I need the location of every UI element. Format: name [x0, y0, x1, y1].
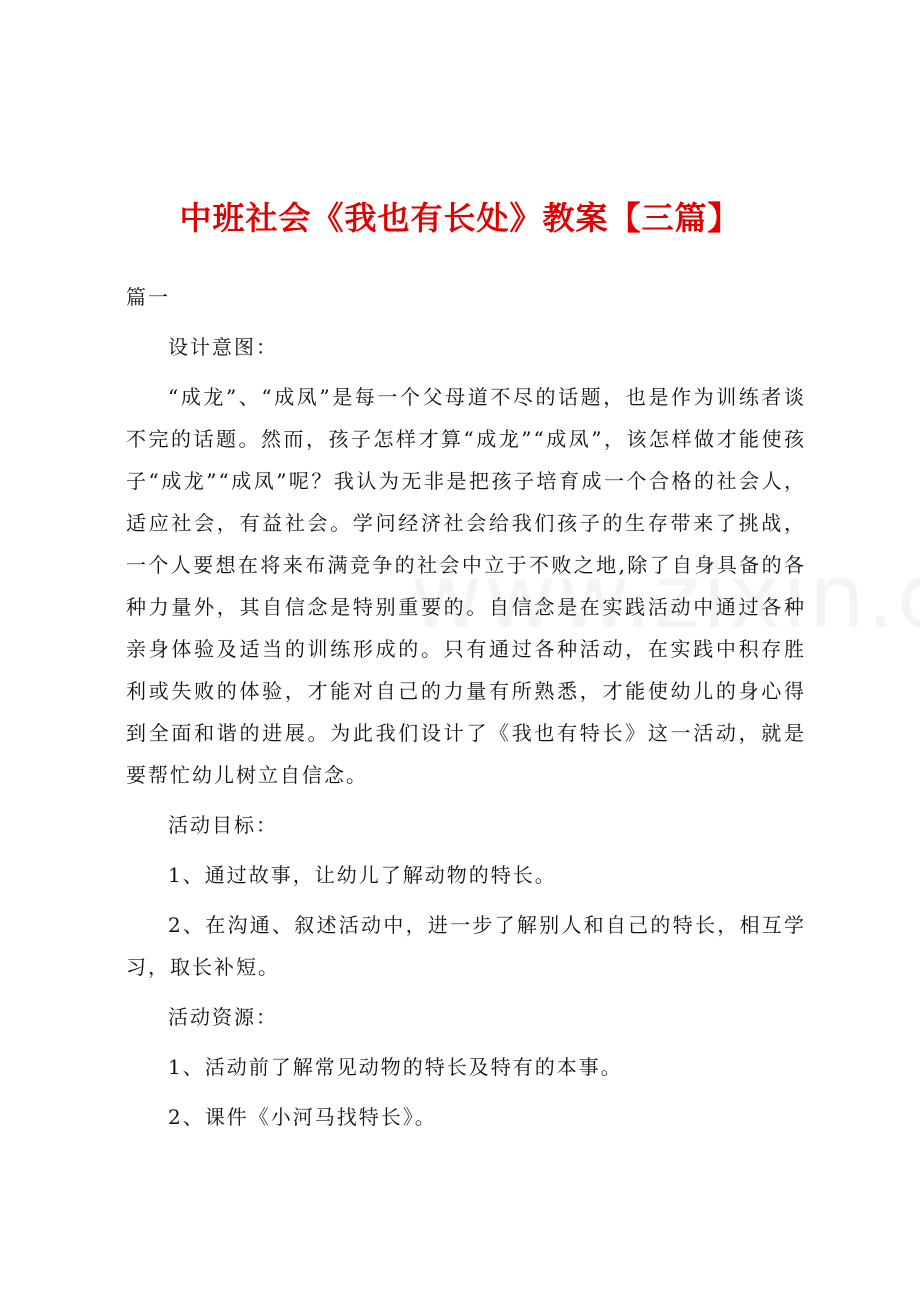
section-label: 篇一: [126, 285, 170, 309]
heading-activity-goals: 活动目标：: [168, 813, 278, 837]
intro-paragraph: “成龙”、“成凤”是每一个父母道不尽的话题，也是作为训练者谈不完的话题。然而，孩子怎样才算“成龙”“成凤”，该怎样做才能使孩子“成龙”“成凤”呢？我认为无非是把孩子培育成一个合格的社会人，适应社会，有益社会。学问经济社会给我们孩子的生存带来了挑战，一个人要想在将来布满竞争的社会中立于不败之地,除了自身具备的各种力量外，其自信念是特别重要的。自信念是在实践活动中通过各种亲身体验及适当的训练形成的。只有通过各种活动，在实践中积存胜利或失败的体验，才能对自己的力量有所熟悉，才能使幼儿的身心得到全面和谐的进展。为此我们设计了《我也有特长》这一活动，就是要帮忙幼儿树立自信念。: [126, 385, 806, 787]
document-title: 中班社会《我也有长处》教案【三篇】: [179, 199, 741, 237]
goal-item-1: 1、通过故事，让幼儿了解动物的特长。: [168, 863, 557, 887]
heading-design-intent: 设计意图：: [168, 335, 278, 359]
heading-activity-resources: 活动资源：: [168, 1005, 278, 1029]
resource-item-1: 1、活动前了解常见动物的特长及特有的本事。: [168, 1055, 623, 1079]
goal-item-2: 2、在沟通、叙述活动中，进一步了解别人和自己的特长，相互学习，取长补短。: [126, 913, 806, 979]
resource-item-2: 2、课件《小河马找特长》。: [168, 1105, 437, 1129]
document-body: [126, 276, 806, 1138]
